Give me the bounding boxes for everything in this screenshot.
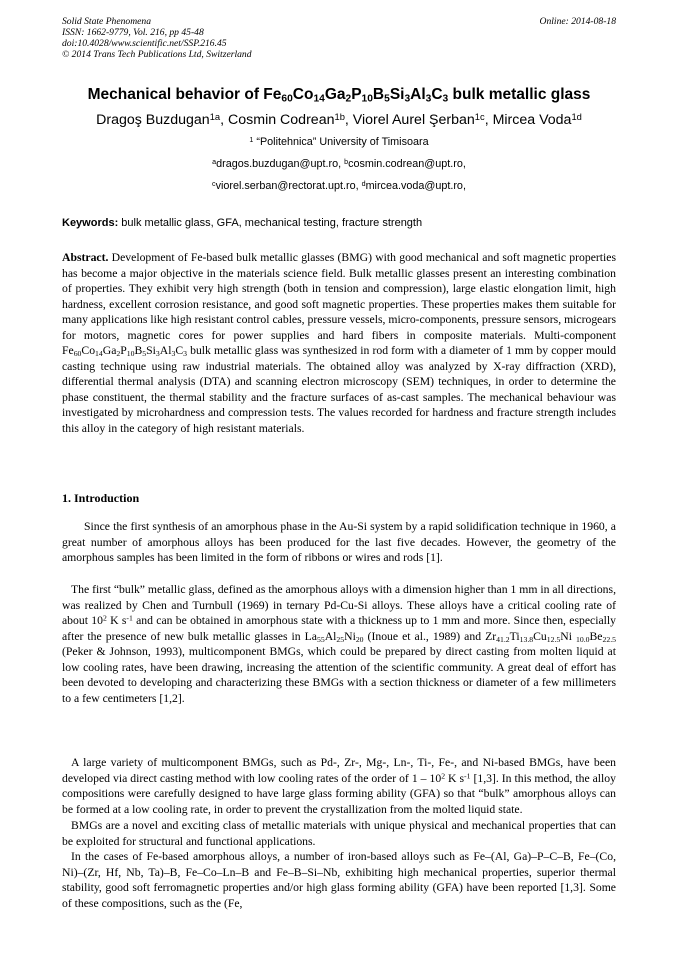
author-separator: , [344,112,353,128]
formula-sub: 10 [361,93,373,105]
formula-element: Al [410,86,426,103]
exponent: -1 [464,771,471,781]
journal-header [62,16,616,60]
intro-paragraph [62,755,616,817]
formula-element: Al [159,344,172,358]
doi-line[interactable]: doi:10.4028/www.scientific.net/SSP.216.45 [62,38,227,49]
email-link[interactable]: viorel.serban@rectorat.upt.ro, [215,180,362,192]
formula-element: B [372,86,385,103]
paragraph-text: K s [445,771,465,785]
issn-line: ISSN: 1662-9779, Vol. 216, pp 45-48 [62,27,204,38]
email-link[interactable]: mircea.voda@upt.ro, [365,180,466,192]
online-date: Online: 2014-08-18 [539,16,616,27]
formula-sub: 22.5 [602,634,617,644]
author-affil-mark: 1a [209,111,221,122]
formula-sub: 3 [442,93,449,105]
formula-element: Ga [102,344,117,358]
paragraph-text: [1,3]. In this method, the alloy compositions were carefully designed to have large glass forming ability (GFA) so that “bulk” amorphous alloys can be formed at a low cooling rate, in order to prevent the crystallization from the molted liquid state. [62,771,616,816]
journal-name: Solid State Phenomena [62,16,151,27]
copyright-line: © 2014 Trans Tech Publications Ltd, Switzerland [62,49,252,60]
author-name: Dragoş Buzdugan [96,112,210,128]
affiliation-mark: 1 [249,135,254,144]
exponent: -1 [126,613,133,623]
author-list [50,111,628,129]
intro-paragraph: The first “bulk” metallic glass, defined as the amorphous alloys with a dimension higher than 1 mm in all directions, was realized by Chen and Turnbull (1969) in ternary Pd-Cu-Si alloys. These alloys have a critical cooling rate of about $10^2$ K $s^{-1}$ and can be obtained in amorphous state with a thickness up to 1 mm and more. Since then, especially after the presence of new bulk metallic glasses in $La_{55}Al_{25}Ni_{20}$ (Inoue et al., 1989) and $Zr_{41.2}Ti_{13.8}Cu_{12.5}Ni$ $_{10.0}Be_{22.5}$ (Peker & Johnson, 1993), multicomponent BMGs, which could be prepared by direct casting from molten liquid at low cooling rates, have been drawing, increasing the attention of the scientific community. A great deal of effort has been devoted to developing and characterizing these BMGs with a section thickness or diameter of a few millimeters to a few centimeters [1,2]. [62,583,617,705]
paragraph-text: (Inoue et al., 1989) and Zr [363,629,497,643]
email-line-1 [62,158,616,171]
formula-element: C [431,86,443,103]
exponent: 2 [441,771,446,781]
formula-sub: 12.5 [546,634,561,644]
email-mark: b [344,157,349,166]
formula-sub: 10.0 [576,634,590,644]
paragraph-text: Since the first synthesis of an amorphous phase in the Au-Si system by a rapid solidification technique in 1960, a great number of amorphous alloys has been produced for the last five decades. However, the geometry of the amorphous samples has been limited in the form of ribbons or wires and rods [1]. [62,520,616,565]
section-heading: 1. Introduction [62,491,140,505]
paper-title [62,86,616,104]
paragraph-text: and can be obtained in amorphous state with a thickness up to 1 mm and more. Since then, especially after the presence of new bulk metallic glasses in La [62,614,616,643]
title-suffix: bulk metallic glass [448,86,591,103]
intro-paragraph [62,519,616,566]
formula-element: Si [389,86,405,103]
email-mark: c [212,179,216,188]
formula-sub: 3 [171,349,176,359]
formula-sub: 5 [384,93,390,105]
formula-sub: 60 [73,349,82,359]
author-name: Mircea Voda [492,112,572,128]
intro-paragraph [62,849,616,911]
formula-sub: 60 [281,93,293,105]
author-separator: , [220,112,229,128]
author-name: Cosmin Codrean [228,112,335,128]
author-affil-mark: 1c [474,111,485,122]
formula-sub: 3 [183,349,187,359]
intro-paragraph [62,818,616,849]
formula-sub: 5 [142,349,147,359]
formula-element: Co [292,86,314,103]
keywords-text: bulk metallic glass, GFA, mechanical testing, fracture strength [118,217,423,229]
formula-sub: 3 [425,93,432,105]
author-affil-mark: 1b [334,111,345,122]
formula-sub: 41.2 [496,634,510,644]
affiliation-text: “Politehnica” University of Timisoara [253,136,429,148]
formula-element: Ga [324,86,346,103]
email-mark: d [361,179,366,188]
formula-sub: 25 [336,634,345,644]
paragraph-text: In the cases of Fe-based amorphous alloys, a number of iron-based alloys such as Fe–(Al, Ga)–P–C–B, Fe–(Co, Ni)–(Zr, Hf, Nb, Ta)–B, Fe–Co–Ln–B and Fe–B–Si–Nb, exhibiting high mechanical properties, superior thermal stability, good soft ferromagnetic properties and/or high glass forming ability (GFA) have been reported [1,3]. Some of these compositions, such as the (Fe, [62,850,616,910]
exponent: 2 [102,613,107,623]
affiliation [62,136,616,149]
formula-element: P [120,344,127,358]
paragraph-text: The first “bulk” metallic glass, defined as the amorphous alloys with a dimension higher than 1 mm in all directions, was realized by Chen and Turnbull (1969) in ternary Pd-Cu-Si alloys. These alloys have a critical cooling rate of about 10 [62,583,616,628]
formula-sub: 3 [404,93,411,105]
abstract-text: Development of Fe-based bulk metallic glasses (BMG) with good mechanical and soft magnetic properties has become a major objective in the materials science field. Bulk metallic glasses present an interesting combination of properties. They exhibit very high strength (both in tension and compression), large elastic elongation limit, high hardness, excellent corrosion resistance, and good soft magnetic properties. These properties makes them suitable for many applications like high resistant control cables, pressure vessels, micro-components, pressure sensors, microgears for motors, magnetic cores for power supplies and hard fibers in composite materials. Multi-component Fe [62,251,616,358]
formula-element: Co [81,344,96,358]
abstract-text: bulk metallic glass was synthesized in rod form with a diameter of 1 mm by copper mould casting technique using raw industrial materials. The obtained alloy was analyzed by X-ray diffraction (XRD), differential thermal analysis (DTA) and scanning electron microscopy (SEM) techniques, in order to determine the phase constituent, the thermal stability and the fracture surfaces of as-cast samples. The mechanical behaviour was investigated by microhardness and compression tests. The values recorded for hardness and fracture strength includes this alloy in the category of high resistant materials. [62,344,616,436]
keywords-label: Keywords: [62,217,119,229]
keywords [62,217,616,230]
formula-sub: 13.8 [519,634,534,644]
formula-element: C [175,344,184,358]
formula-sub: 20 [355,634,364,644]
paragraph-text: BMGs are a novel and exciting class of metallic materials with unique physical and mechanical properties that can be exploited for structural and functional applications. [62,819,616,848]
formula-sub: 55 [317,634,325,644]
formula-element: B [134,344,143,358]
title-prefix: Mechanical behavior of Fe [87,86,282,103]
formula-sub: 14 [95,349,103,359]
author-affil-mark: 1d [571,111,582,122]
email-mark: a [212,157,217,166]
formula-element: P [351,86,362,103]
paragraph-text: A large variety of multicomponent BMGs, such as Pd-, Zr-, Mg-, Ln-, Ti-, Fe-, and Ni-based BMGs, have been developed via direct casting method with low cooling rates of the order of 1 – 10 [62,756,616,785]
formula-sub: 14 [313,93,325,105]
formula-element: Si [146,344,156,358]
abstract-label: Abstract. [62,251,109,264]
formula-sub: 2 [345,93,352,105]
author-separator: , [484,112,493,128]
email-link[interactable]: cosmin.codrean@upt.ro, [348,158,466,170]
author-name: Viorel Aurel Şerban [352,112,475,128]
abstract [62,250,616,437]
email-line-2 [62,180,616,193]
formula-sub: 2 [116,349,121,359]
formula-sub: 10 [126,349,135,359]
email-link[interactable]: dragos.buzdugan@upt.ro, [216,158,345,170]
paragraph-text: (Peker & Johnson, 1993), multicomponent BMGs, which could be prepared by direct casting from molten liquid at low cooling rates, have been drawing, increasing the attention of the scientific community. A great deal of effort has been devoted to developing and characterizing these BMGs with a section thickness or diameter of a few millimeters to a few centimeters [1,2]. [62,645,616,705]
formula-sub: 3 [155,349,160,359]
paragraph-text: K s [106,614,127,628]
